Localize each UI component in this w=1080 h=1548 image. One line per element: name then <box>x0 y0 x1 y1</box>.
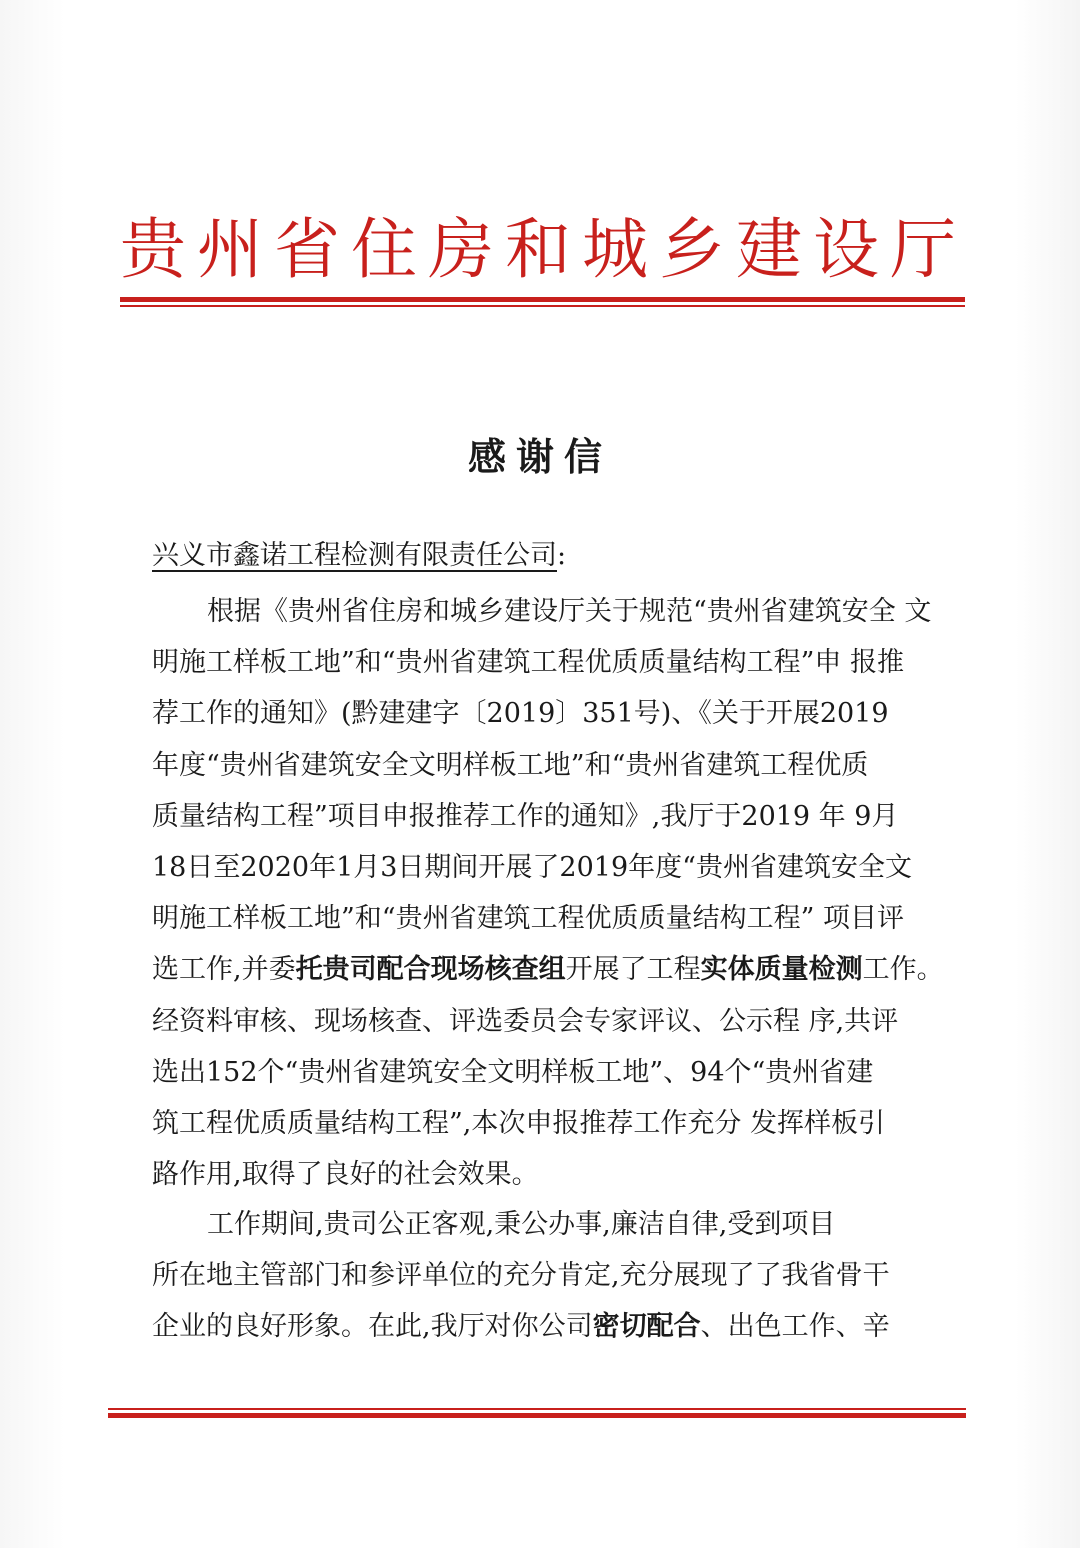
letterhead-org-name: 贵州省住房和城乡建设厅 <box>120 211 967 288</box>
line-segment: 企业的良好形象。在此,我厅对你公司 <box>152 1311 593 1343</box>
paragraph-1-line: 根据《贵州省住房和城乡建设厅关于规范“贵州省建筑安全 文 <box>207 596 932 627</box>
bold-phrase: 密切配合 <box>592 1311 701 1343</box>
letterhead-rule-thick <box>120 297 965 302</box>
paragraph-1-line: 明施工样板工地”和“贵州省建筑工程优质质量结构工程”申 报推 <box>152 647 904 679</box>
footer-rule-thick <box>108 1413 966 1418</box>
footer-rule-thin <box>108 1408 966 1410</box>
paragraph-1-line: 经资料审核、现场核查、评选委员会专家评议、公示程 序,共评 <box>152 1005 899 1037</box>
line-segment: 开展了工程 <box>565 954 701 986</box>
paragraph-1-line: 荐工作的通知》(黔建建字〔2019〕351号)、《关于开展2019 <box>152 698 889 730</box>
line-segment: 工作。 <box>862 954 944 986</box>
salutation-colon: : <box>557 540 567 571</box>
paragraph-1 <box>152 586 942 1200</box>
paragraph-2-line <box>152 1301 942 1352</box>
paragraph-1-line <box>152 944 942 995</box>
paragraph-2-line: 所在地主管部门和参评单位的充分肯定,充分展现了了我省骨干 <box>152 1260 890 1292</box>
paragraph-1-line: 质量结构工程”项目申报推荐工作的通知》,我厅于2019 年 9月 <box>152 800 899 832</box>
paragraph-1-line: 选出152个“贵州省建筑安全文明样板工地”、94个“贵州省建 <box>152 1056 874 1088</box>
paragraph-2-line: 工作期间,贵司公正客观,秉公办事,廉洁自律,受到项目 <box>207 1209 836 1240</box>
letterhead-rule-thin <box>120 305 965 307</box>
paragraph-1-line: 年度“贵州省建筑安全文明样板工地”和“贵州省建筑工程优质 <box>152 749 869 781</box>
paragraph-1-line: 路作用,取得了良好的社会效果。 <box>152 1159 539 1191</box>
paragraph-1-line: 18日至2020年1月3日期间开展了2019年度“贵州省建筑安全文 <box>152 851 912 883</box>
salutation <box>152 536 566 576</box>
line-segment: 选工作,并委 <box>152 954 296 986</box>
bold-phrase: 托贵司配合现场核查组 <box>295 954 566 986</box>
bold-phrase: 实体质量检测 <box>700 954 863 986</box>
recipient-name: 兴义市鑫诺工程检测有限责任公司 <box>152 540 557 571</box>
paragraph-2 <box>152 1199 942 1353</box>
line-segment: 、出色工作、辛 <box>700 1311 890 1343</box>
paragraph-1-line: 明施工样板工地”和“贵州省建筑工程优质质量结构工程” 项目评 <box>152 903 904 935</box>
letter-title: 感谢信 <box>467 435 612 479</box>
paragraph-1-line: 筑工程优质质量结构工程”,本次申报推荐工作充分 发挥样板引 <box>152 1107 885 1139</box>
